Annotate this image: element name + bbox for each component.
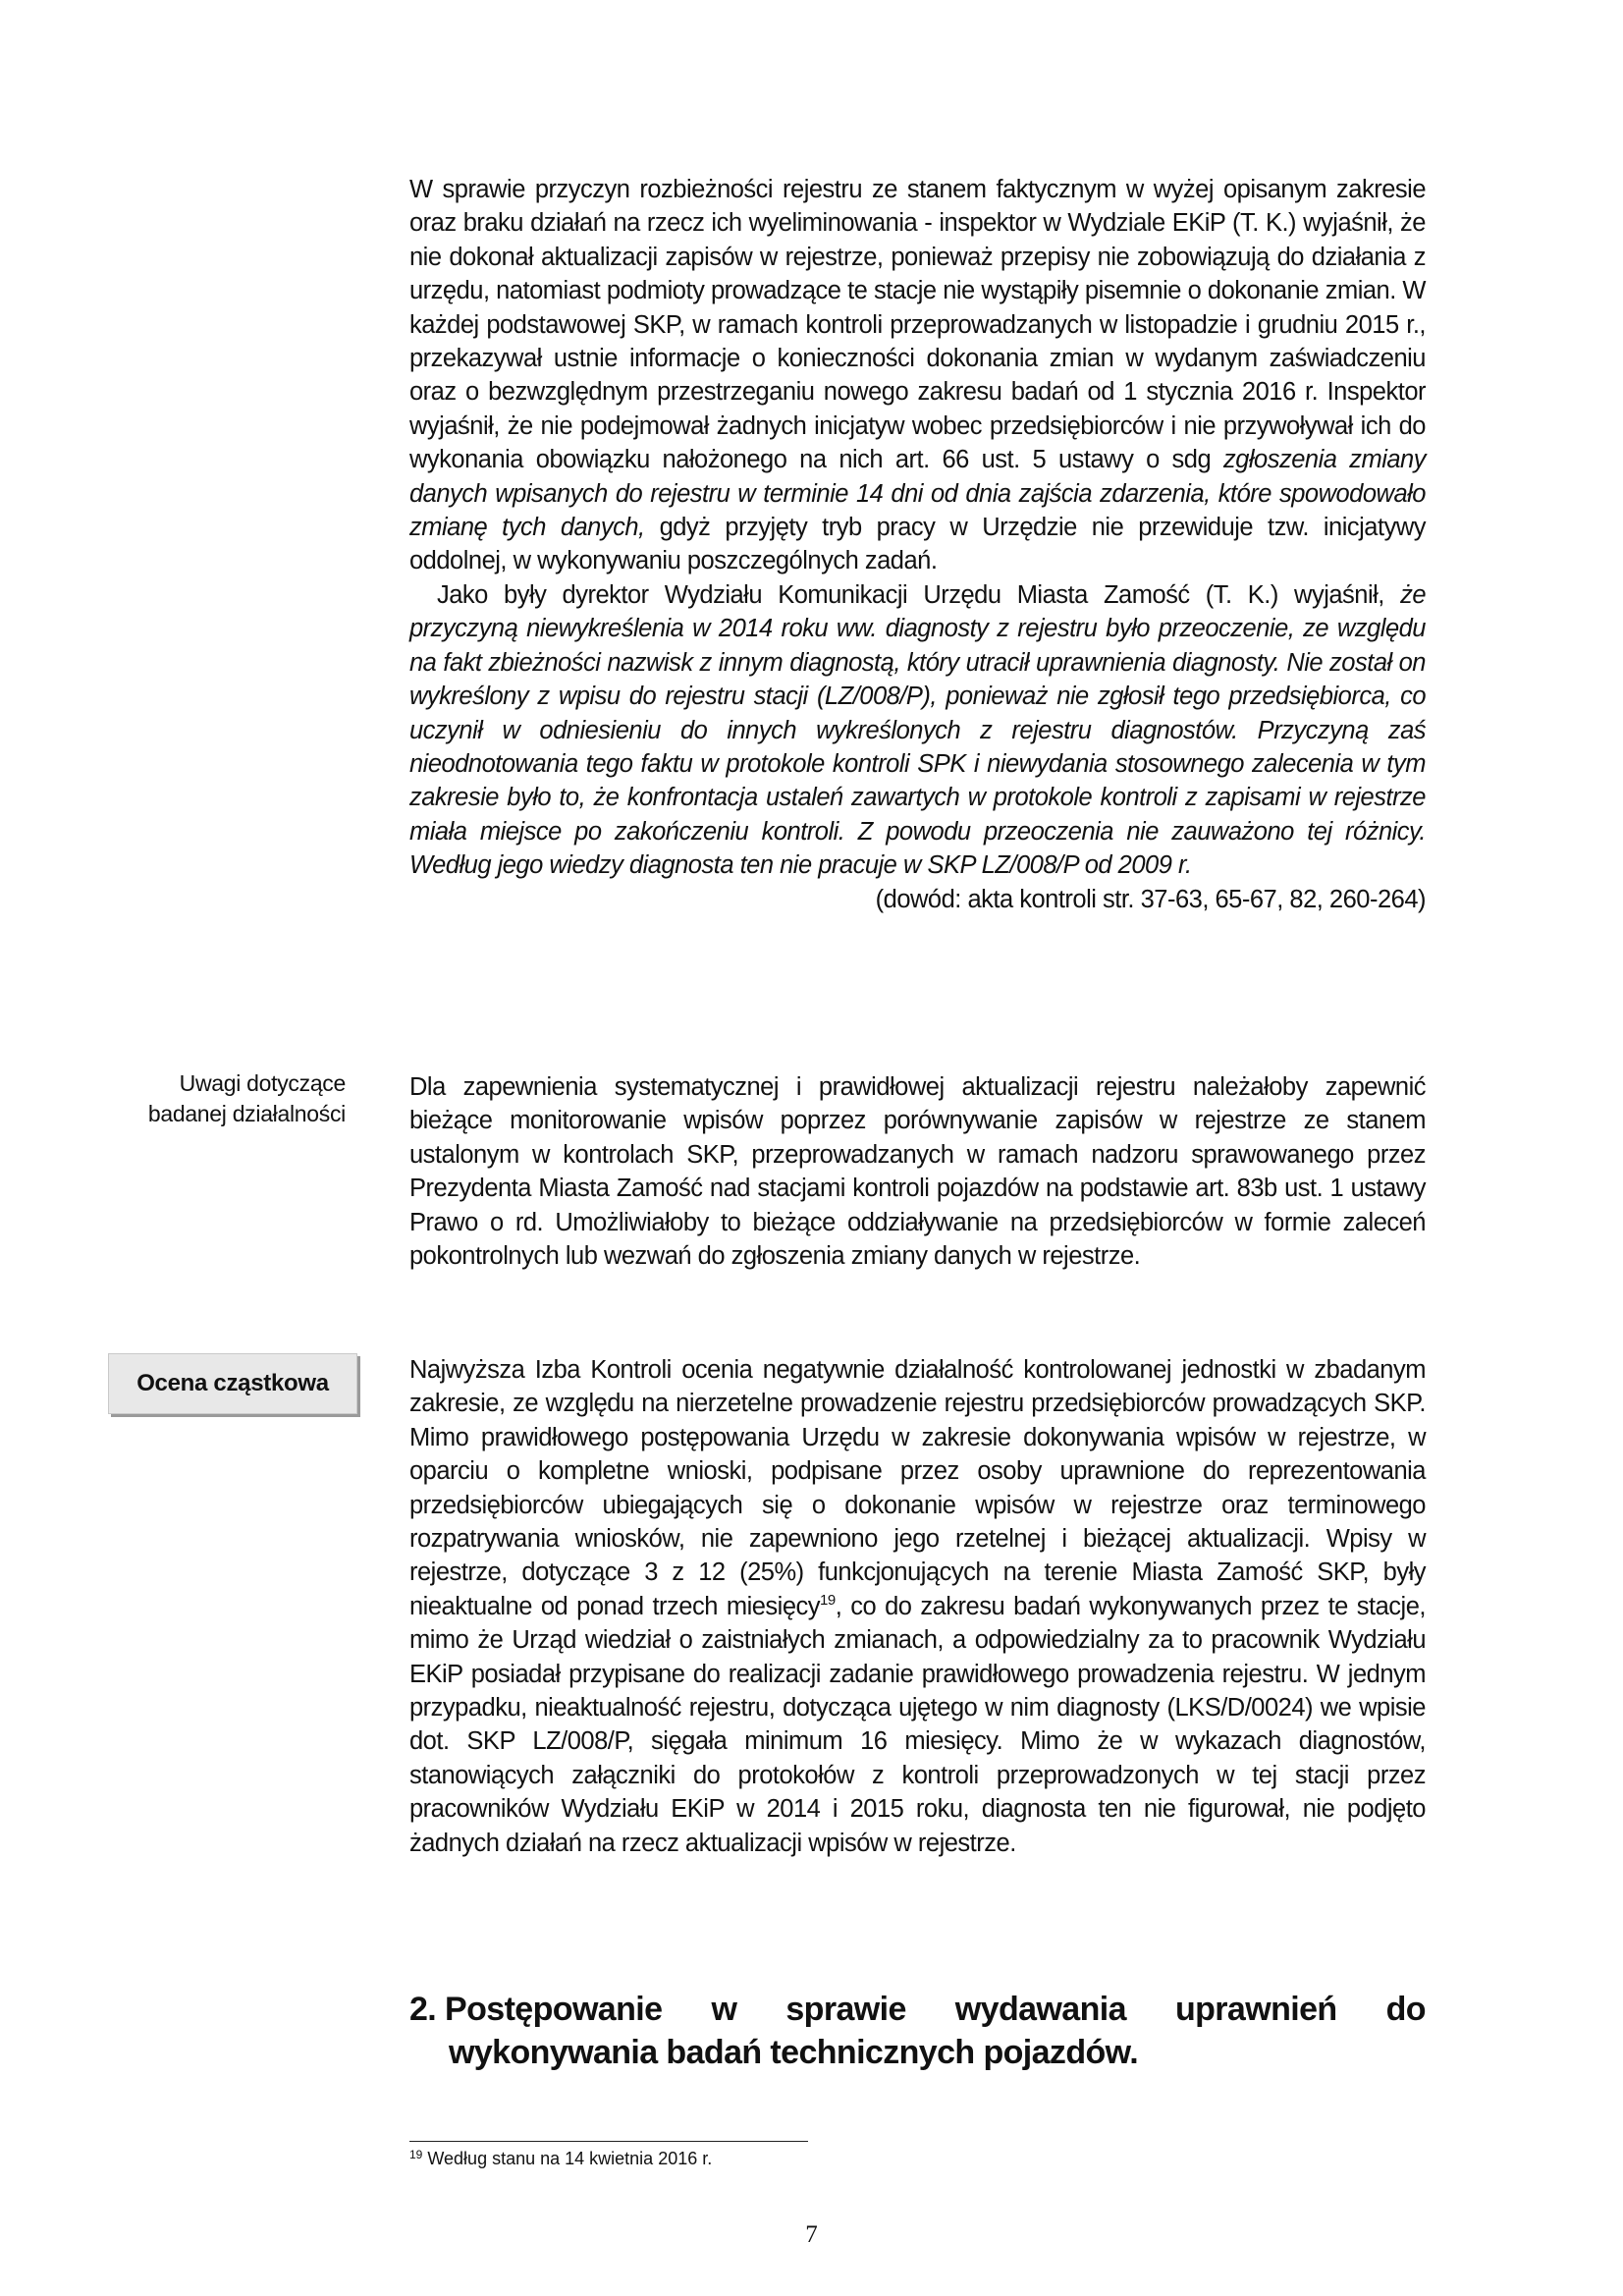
side-label-remarks: Uwagi dotyczące badanej działalności	[147, 1070, 346, 1126]
paragraph-text: Jako były dyrektor Wydziału Komunikacji Urzędu Miasta Zamość (T. K.) wyjaśnił,	[437, 580, 1401, 609]
partial-assessment-badge: Ocena cząstkowa	[108, 1353, 357, 1414]
assessment-paragraph	[409, 1353, 1426, 1860]
heading-word: Postępowanie	[445, 1991, 663, 2028]
heading-word: sprawie	[785, 1991, 906, 2028]
heading-line-1	[409, 1988, 1426, 2031]
paragraph-text: Najwyższa Izba Kontroli ocenia negatywnie działalność kontrolowanej jednostki w zbadanym zakresie, ze względu na nierzetelne prowadzenie rejestru przedsiębiorców prowadzących SKP. Mimo prawidłowego postępowania Urzędu w zakresie dokonywania wpisów w rejestrze, w oparciu o kompletne wnioski, podpisane przez osoby uprawnione do reprezentowania przedsiębiorców ubiegających się o dokonanie wpisów w rejestrze oraz terminowego rozpatrywania wniosków, nie zapewniono jego rzetelnej i bieżącej aktualizacji. Wpisy w rejestrze, dotyczące 3 z 12 (25%) funkcjonujących na terenie Miasta Zamość SKP, były nieaktualne od ponad trzech miesięcy	[409, 1356, 1426, 1620]
remarks-paragraph: Dla zapewnienia systematycznej i prawidłowej aktualizacji rejestru należałoby zapewnić bieżące monitorowanie wpisów poprzez porównywanie zapisów w rejestrze ze stanem ustalonym w kontrolach SKP, przeprowadzanych w ramach nadzoru sprawowanego przez Prezydenta Miasta Zamość nad stacjami kontroli pojazdów na podstawie art. 83b ust. 1 ustawy Prawo o rd. Umożliwiałoby to bieżące oddziaływanie na przedsiębiorców w formie zaleceń pokontrolnych lub wezwań do zgłoszenia zmiany danych w rejestrze.	[409, 1073, 1426, 1271]
heading-number: 2.	[409, 1991, 437, 2028]
explanations-section	[409, 173, 1426, 916]
footnote	[409, 2147, 712, 2170]
footnote-number: 19	[409, 2148, 423, 2161]
heading-number-and-first-word	[409, 1988, 662, 2031]
page-number: 7	[805, 2221, 818, 2248]
quoted-explanation: że przyczyną niewykreślenia w 2014 roku ww. diagnosty z rejestru było przeoczenie, ze względu na fakt zbieżności nazwisk z innym diagnostą, który utracił uprawnienia diagnosty. Nie został on wykreślony z wpisu do rejestru stacji (LZ/008/P), ponieważ nie zgłosił tego przedsiębiorca, co uczynił w odniesieniu do innych wykreślonych z rejestru diagnostów. Przyczyną zaś nieodnotowania tego faktu w protokole kontroli SPK i niewydania stosownego zalecenia w tym zakresie było to, że konfrontacja ustaleń zawartych w protokole kontroli z zapisami w rejestrze miała miejsce po zakończeniu kontroli. Z powodu przeoczenia nie zauważono tej różnicy. Według jego wiedzy diagnosta ten nie pracuje w SKP LZ/008/P od 2009 r.	[409, 580, 1426, 880]
remarks-section	[409, 1070, 1426, 1273]
paragraph-text: gdyż przyjęty tryb pracy w Urzędzie nie przewiduje tzw. inicjatywy oddolnej, w wykonywaniu poszczególnych zadań.	[409, 514, 1426, 575]
footnote-text: Według stanu na 14 kwietnia 2016 r.	[427, 2149, 713, 2168]
heading-word: w	[711, 1991, 737, 2028]
heading-line-2: wykonywania badań technicznych pojazdów.	[449, 2034, 1139, 2071]
heading-word: do	[1385, 1991, 1426, 2028]
footnote-separator	[409, 2141, 808, 2142]
paragraph-director-explanation	[409, 578, 1426, 883]
heading-word: wydawania	[954, 1991, 1126, 2028]
footnote-reference[interactable]: 19	[820, 1591, 836, 1609]
heading-word: uprawnień	[1174, 1991, 1337, 2028]
paragraph-text: W sprawie przyczyn rozbieżności rejestru ze stanem faktycznym w wyżej opisanym zakresie oraz braku działań na rzecz ich wyeliminowania - inspektor w Wydziale EKiP (T. K.) wyjaśnił, że nie dokonał aktualizacji zapisów w rejestrze, ponieważ przepisy nie zobowiązują do działania z urzędu, natomiast podmioty prowadzące te stacje nie wystąpiły pisemnie o dokonanie zmian. W każdej podstawowej SKP, w ramach kontroli przeprowadzanych w listopadzie i grudniu 2015 r., przekazywał ustnie informacje o konieczności dokonania zmian w wydanym zaświadczeniu oraz o bezwzględnym przestrzeganiu nowego zakresu badań od 1 stycznia 2016 r. Inspektor wyjaśnił, że nie podejmował żadnych inicjatyw wobec przedsiębiorców i nie przywoływał ich do wykonania obowiązku nałożonego na nich art. 66 ust. 5 ustawy o sdg	[409, 176, 1426, 474]
paragraph-text: , co do zakresu badań wykonywanych przez te stacje, mimo że Urząd wiedział o zaistniałych zmianach, a odpowiedzialny za to pracownik Wydziału EKiP posiadał przypisane do realizacji zadanie prawidłowego prowadzenia rejestru. W jednym przypadku, nieaktualność rejestru, dotycząca ujętego w nim diagnosty (LKS/D/0024) we wpisie dot. SKP LZ/008/P, sięgała minimum 16 miesięcy. Mimo że w wykazach diagnostów, stanowiących załączniki do protokołów z kontroli przeprowadzonych w tej stacji przez pracowników Wydziału EKiP w 2014 i 2015 roku, diagnosta ten nie figurował, nie podjęto żadnych działań na rzecz aktualizacji wpisów w rejestrze.	[409, 1592, 1426, 1857]
assessment-section	[409, 1353, 1426, 1860]
evidence-reference: (dowód: akta kontroli str. 37-63, 65-67, 82, 260-264)	[875, 885, 1426, 913]
section-heading	[409, 1988, 1426, 2074]
quoted-legal-text: zgłoszenia zmiany danych wpisanych do rejestru w terminie 14 dni od dnia zajścia zdarzenia, które spowodowało zmianę tych danych,	[409, 446, 1426, 542]
paragraph-inspector-explanation	[409, 173, 1426, 578]
